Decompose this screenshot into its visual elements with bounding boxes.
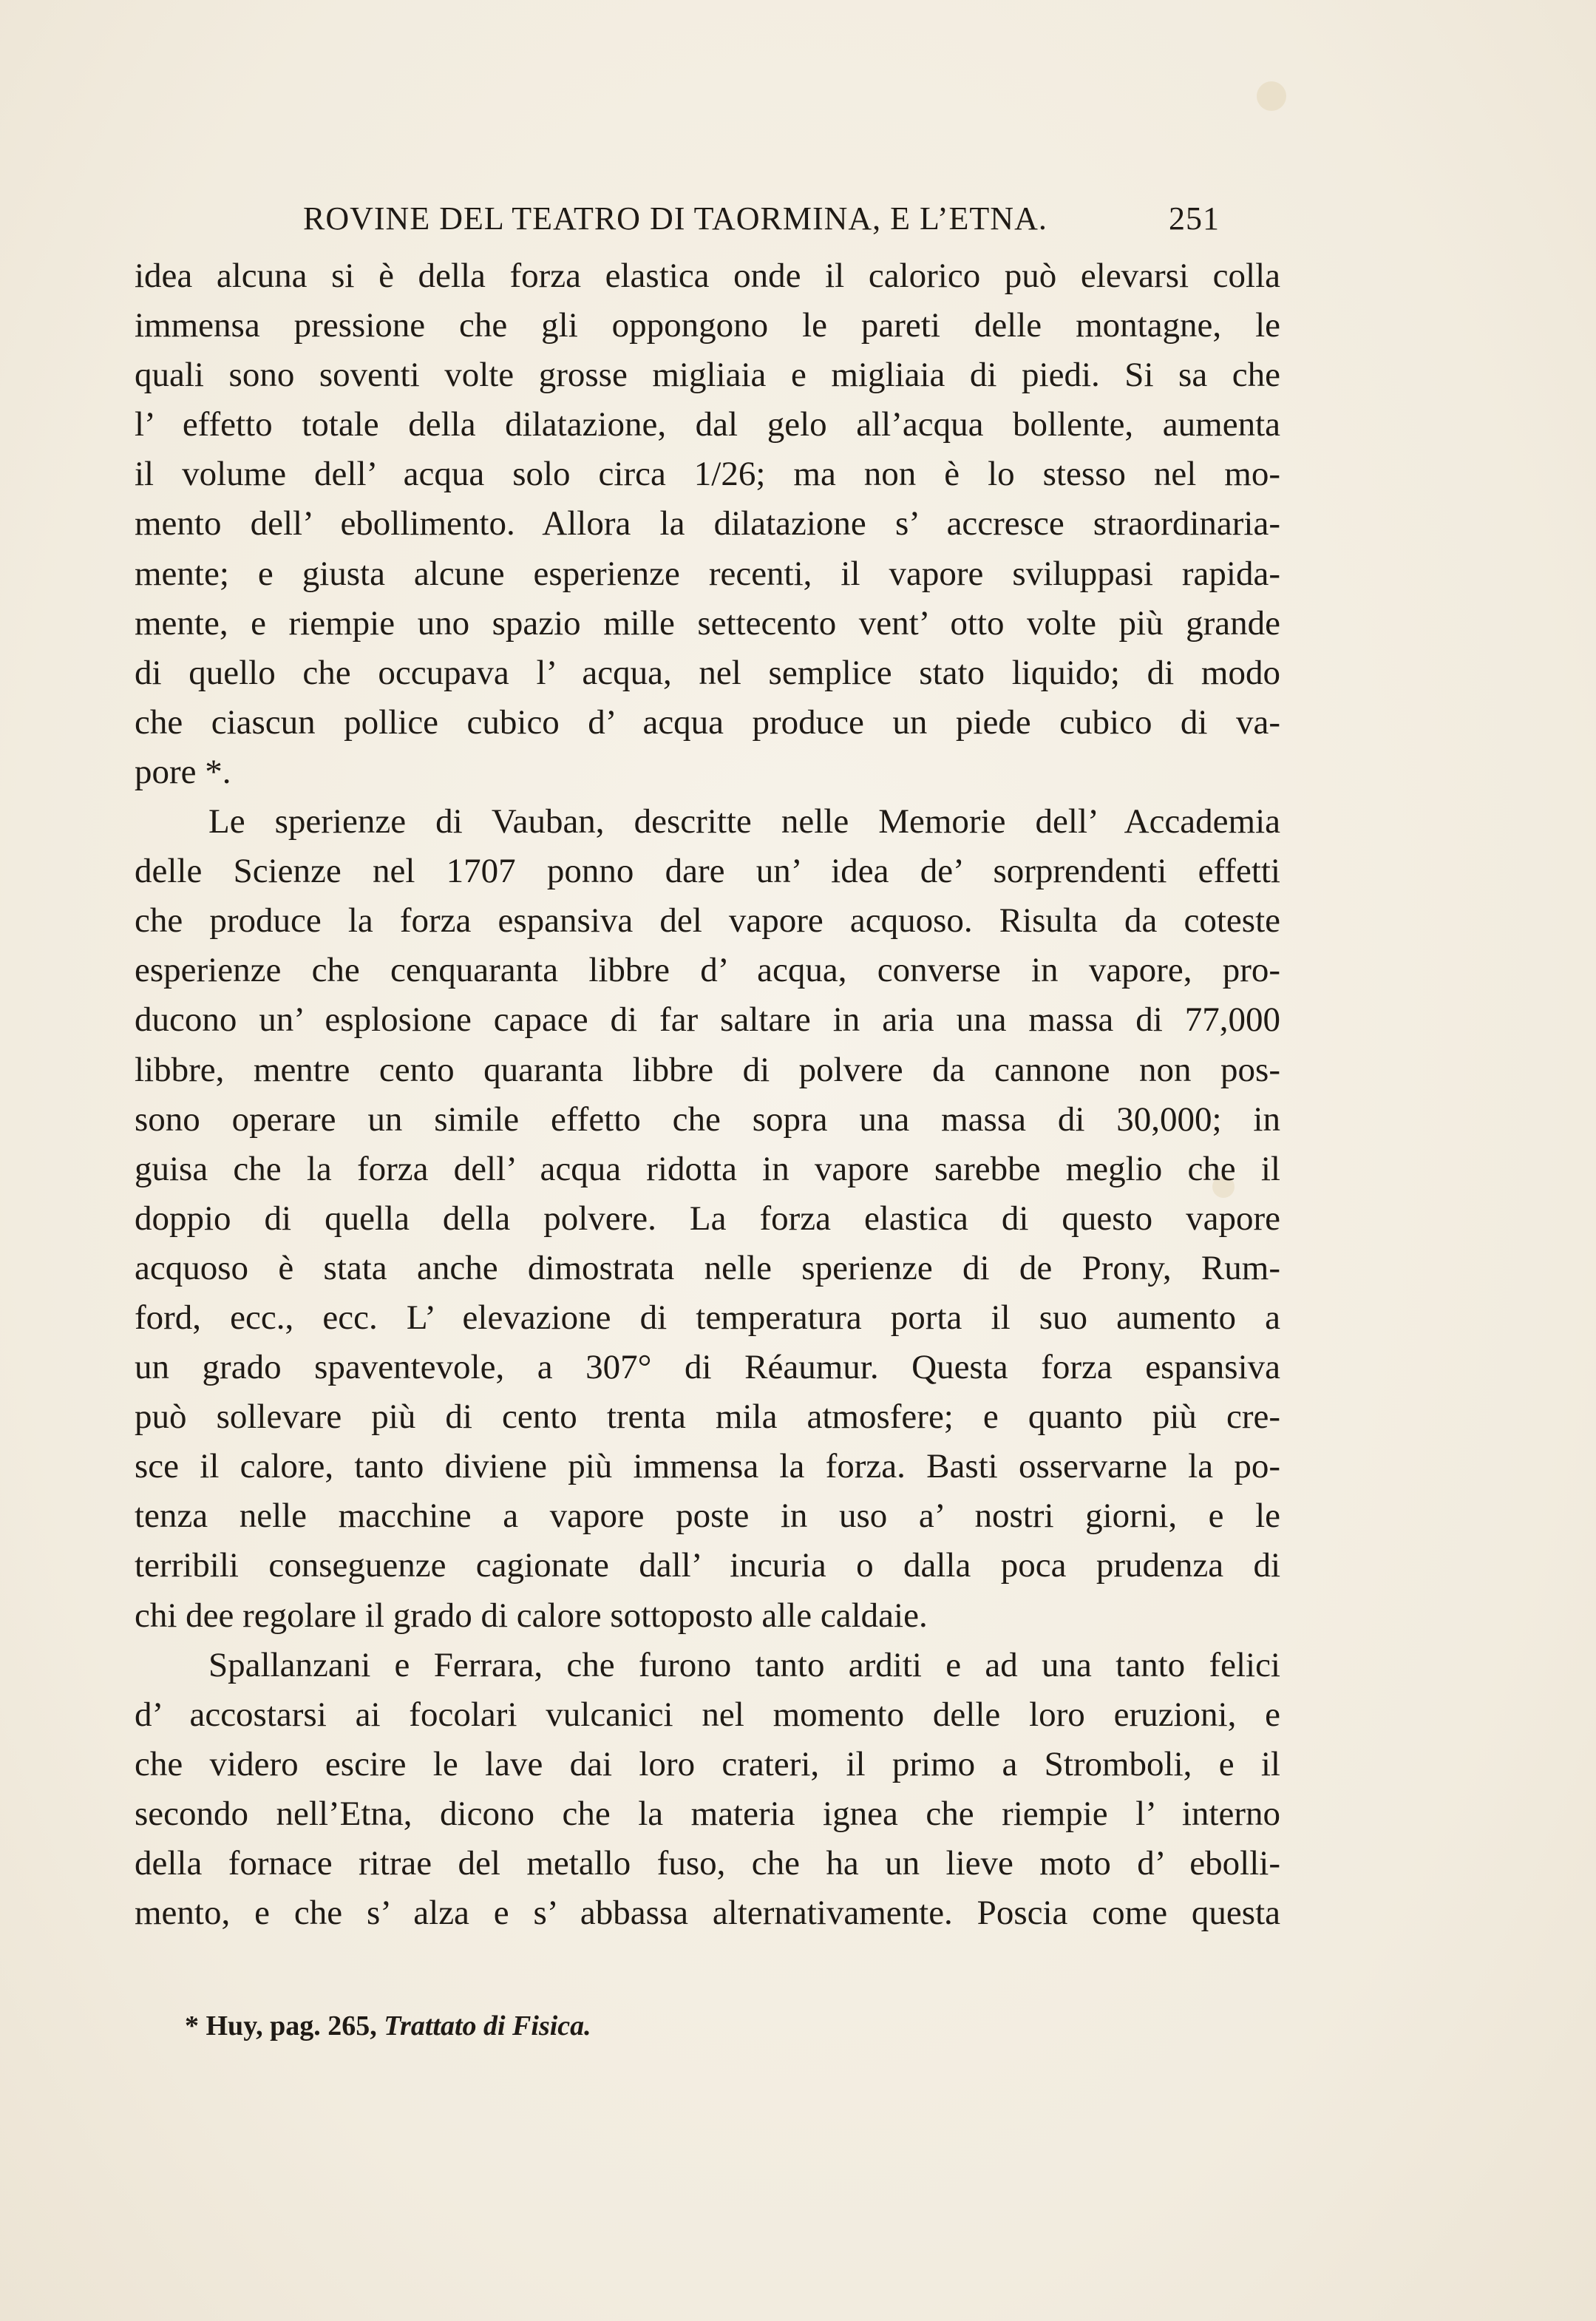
text-line: acquoso è stata anche dimostrata nelle sperienze di de Prony, Rum- bbox=[135, 1248, 1280, 1287]
text-line: doppio di quella della polvere. La forza elastica di questo vapore bbox=[135, 1199, 1280, 1238]
text-line: ducono un’ esplosione capace di far saltare in aria una massa di 77,000 bbox=[135, 1000, 1280, 1040]
text-line: che ciascun pollice cubico d’ acqua produce un piede cubico di va- bbox=[135, 702, 1280, 742]
text-line: esperienze che cenquaranta libbre d’ acqua, converse in vapore, pro- bbox=[135, 951, 1280, 990]
text-line: il volume dell’ acqua solo circa 1/26; ma non è lo stesso nel mo- bbox=[135, 455, 1280, 494]
text-line: terribili conseguenze cagionate dall’ incuria o dalla poca prudenza di bbox=[135, 1546, 1280, 1585]
text-line: Spallanzani e Ferrara, che furono tanto arditi e ad una tanto felici bbox=[208, 1645, 1280, 1684]
running-header bbox=[303, 200, 1220, 244]
text-line: l’ effetto totale della dilatazione, dal gelo all’acqua bollente, aumenta bbox=[135, 405, 1280, 444]
text-line: immensa pressione che gli oppongono le pareti delle montagne, le bbox=[135, 306, 1280, 345]
footnote bbox=[185, 2010, 591, 2042]
text-line: idea alcuna si è della forza elastica onde il calorico può elevarsi colla bbox=[135, 257, 1280, 295]
text-line: può sollevare più di cento trenta mila atmosfere; e quanto più cre- bbox=[135, 1397, 1280, 1437]
text-line: sce il calore, tanto diviene più immensa la forza. Basti osservarne la po- bbox=[135, 1447, 1280, 1486]
text-line: delle Scienze nel 1707 ponno dare un’ idea de’ sorprendenti effetti bbox=[135, 852, 1280, 891]
paper-stain bbox=[1257, 81, 1286, 111]
text-line: tenza nelle macchine a vapore poste in uso a’ nostri giorni, e le bbox=[135, 1497, 1280, 1536]
body-text bbox=[135, 251, 1280, 1938]
text-line: un grado spaventevole, a 307° di Réaumur. Questa forza espansiva bbox=[135, 1348, 1280, 1387]
text-line: mente; e giusta alcune esperienze recenti, il vapore sviluppasi rapida- bbox=[135, 554, 1280, 593]
text-line: della fornace ritrae del metallo fuso, che ha un lieve moto d’ ebolli- bbox=[135, 1844, 1280, 1883]
text-line: che produce la forza espansiva del vapore acquoso. Risulta da coteste bbox=[135, 901, 1280, 941]
text-line: sono operare un simile effetto che sopra una massa di 30,000; in bbox=[135, 1099, 1280, 1139]
running-title: ROVINE DEL TEATRO DI TAORMINA, E L’ETNA. bbox=[303, 200, 1047, 237]
text-line: chi dee regolare il grado di calore sottoposto alle caldaie. bbox=[135, 1596, 928, 1635]
text-line: che videro escire le lave dai loro crateri, il primo a Stromboli, e il bbox=[135, 1744, 1280, 1783]
text-line: guisa che la forza dell’ acqua ridotta in vapore sarebbe meglio che il bbox=[135, 1149, 1280, 1188]
text-line: quali sono soventi volte grosse migliaia e migliaia di piedi. Si sa che bbox=[135, 356, 1280, 395]
text-line: pore *. bbox=[135, 752, 231, 791]
footnote-title: Trattato di Fisica. bbox=[384, 2010, 591, 2042]
footnote-reference: * Huy, pag. 265, bbox=[185, 2010, 377, 2042]
text-line: d’ accostarsi ai focolari vulcanici nel momento delle loro eruzioni, e bbox=[135, 1695, 1280, 1734]
text-line: di quello che occupava l’ acqua, nel semplice stato liquido; di modo bbox=[135, 653, 1280, 692]
text-line: Le sperienze di Vauban, descritte nelle Memorie dell’ Accademia bbox=[208, 802, 1280, 841]
text-line: mente, e riempie uno spazio mille settecento vent’ otto volte più grande bbox=[135, 603, 1280, 643]
text-line: secondo nell’Etna, dicono che la materia ignea che riempie l’ interno bbox=[135, 1794, 1280, 1833]
text-line: ford, ecc., ecc. L’ elevazione di temperatura porta il suo aumento a bbox=[135, 1298, 1280, 1337]
text-line: libbre, mentre cento quaranta libbre di polvere da cannone non pos- bbox=[135, 1050, 1280, 1089]
text-line: mento, e che s’ alza e s’ abbassa alternativamente. Poscia come questa bbox=[135, 1894, 1280, 1933]
text-line: mento dell’ ebollimento. Allora la dilatazione s’ accresce straordinaria- bbox=[135, 504, 1280, 543]
page-number: 251 bbox=[1169, 200, 1220, 237]
